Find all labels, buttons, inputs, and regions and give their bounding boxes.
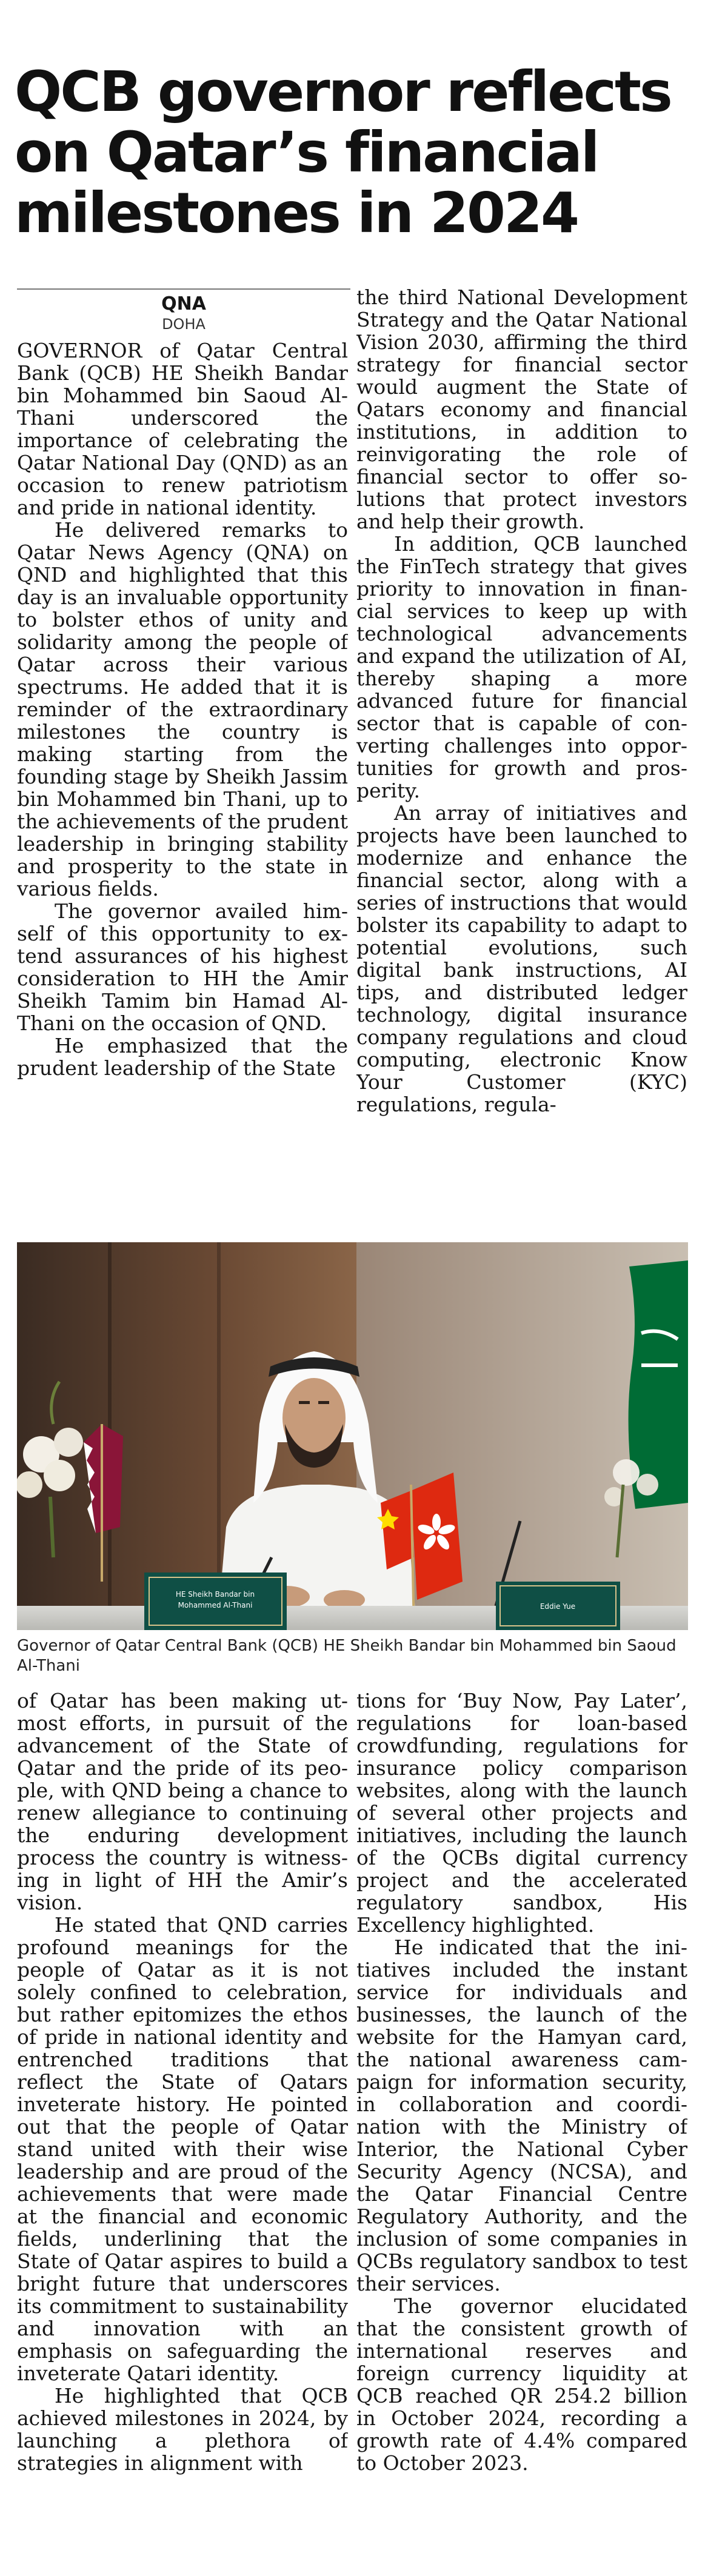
paragraph: He stated that QND carries profound meanings for the people of Qatar as it is not solely confined to celebration, but rather epitomizes the ethos of pride in national identity and entrenched traditions that reflect the State of Qatars inveterate history. He pointed out that the people of Qatar stand united with their wise leadership and are proud of the achievements that were made at the financial and economic fields, underlining that the State of Qatar aspires to build a bright future that underscores its commitment to sustainability and innovation with an emphasis on safeguarding the inveterate Qatari identity. [17, 1913, 348, 2385]
paragraph: He indicated that the initiatives included the instant service for individuals and businesses, the launch of the website for the Hamyan card, the national awareness campaign for information security, in collaboration and coordination with the Ministry of Interior, the National Cyber Security Agency (NCSA), and the Qatar Financial Centre Regulatory Authority, and the inclusion of some companies in QCBs regulatory sandbox to test their services. [356, 1935, 687, 2295]
paragraph: In addition, QCB launched the FinTech strategy that gives priority to innovation in financial services to keep up with technological advancements and expand the utilization of AI, thereby shaping a more advanced future for financial sector that is capable of converting challenges into opportunities for growth and prosperity. [356, 532, 687, 802]
paragraph: The governor elucidated that the consistent growth of international reserves and foreign currency liquidity at QCB reached QR 254.2 billion in October 2024, recording a growth rate of 4.4% compared to October 2023. [356, 2294, 687, 2475]
paragraph: He highlighted that QCB achieved milestones in 2024, by launching a plethora of strategies in alignment with [17, 2384, 348, 2475]
article-column-3 [17, 1689, 348, 2568]
paragraph: He delivered remarks to Qatar News Agency (QNA) on QND and highlighted that this day is an invaluable opportunity to bolster ethos of unity and solidarity among the people of Qatar across their various spectrums. He added that it is reminder of the extraordinary milestones the country is making starting from the founding stage by Sheikh Jassim bin Mohammed bin Thani, up to the achievements of the prudent leadership in bringing stability and prosperity to the state in various fields. [17, 518, 348, 900]
byline [17, 288, 350, 333]
paragraph: He emphasized that the prudent leadership of the State [17, 1034, 348, 1080]
nameplate-text-line-2: Mohammed Al-Thani [178, 1601, 253, 1609]
photo-caption: Governor of Qatar Central Bank (QCB) HE Sheikh Bandar bin Mohammed bin Saoud Al-Thani [17, 1637, 677, 1675]
paragraph: the third National Development Strategy and the Qatar National Vision 2030, affirming the third strategy for financial sector would augment the State of Qatars economy and financial institutions, in addition to reinvigorating the role of financial sector to offer solutions that protect investors and help their growth. [356, 286, 687, 533]
nameplate-text-line-1: HE Sheikh Bandar bin [175, 1590, 255, 1599]
paragraph: An array of initiatives and projects have been launched to modernize and enhance the financial sector, along with a series of instructions that would bolster its capability to adapt to potential evolutions, such digital bank instructions, AI tips, and distributed ledger technology, digital insurance company regulations and cloud computing, electronic Know Your Customer (KYC) regulations, regula- [356, 801, 687, 1116]
byline-dateline: DOHA [162, 316, 205, 333]
article-column-2 [356, 286, 687, 1236]
article-column-4 [356, 1689, 687, 2568]
headline-line-2: on Qatar’s financial [15, 119, 598, 185]
headline-line-1: QCB governor reflects [15, 59, 671, 124]
paragraph: of Qatar has been making utmost efforts, in pursuit of the advancement of the State of Qatar and the pride of its people, with QND being a chance to renew allegiance to continuing the enduring development process the country is witnessing in light of HH the Amir’s vision. [17, 1689, 348, 1914]
paragraph: The governor availed himself of this opportunity to extend assurances of his highest consideration to HH the Amir Sheikh Tamim bin Hamad Al-Thani on the occasion of QND. [17, 899, 348, 1035]
paragraph: tions for ‘Buy Now, Pay Later’, regulations for loan-based crowdfunding, regulations for insurance policy comparison websites, along with the launch of several other projects and initiatives, including the launch of the QCBs digital currency project and the accelerated regulatory sandbox, His Excellency highlighted. [356, 1689, 687, 1937]
nameplate-text-right: Eddie Yue [540, 1602, 576, 1611]
byline-agency: QNA [161, 293, 206, 315]
paragraph: GOVERNOR of Qatar Central Bank (QCB) HE Sheikh Bandar bin Mohammed bin Saoud Al-Thani underscored the importance of celebrating the Qatar National Day (QND) as an occasion to renew patriotism and pride in national identity. [17, 339, 348, 519]
headline-line-3: milestones in 2024 [15, 180, 578, 245]
article-column-1 [17, 339, 348, 1236]
article-photo [17, 1242, 688, 1630]
headline [15, 59, 687, 245]
